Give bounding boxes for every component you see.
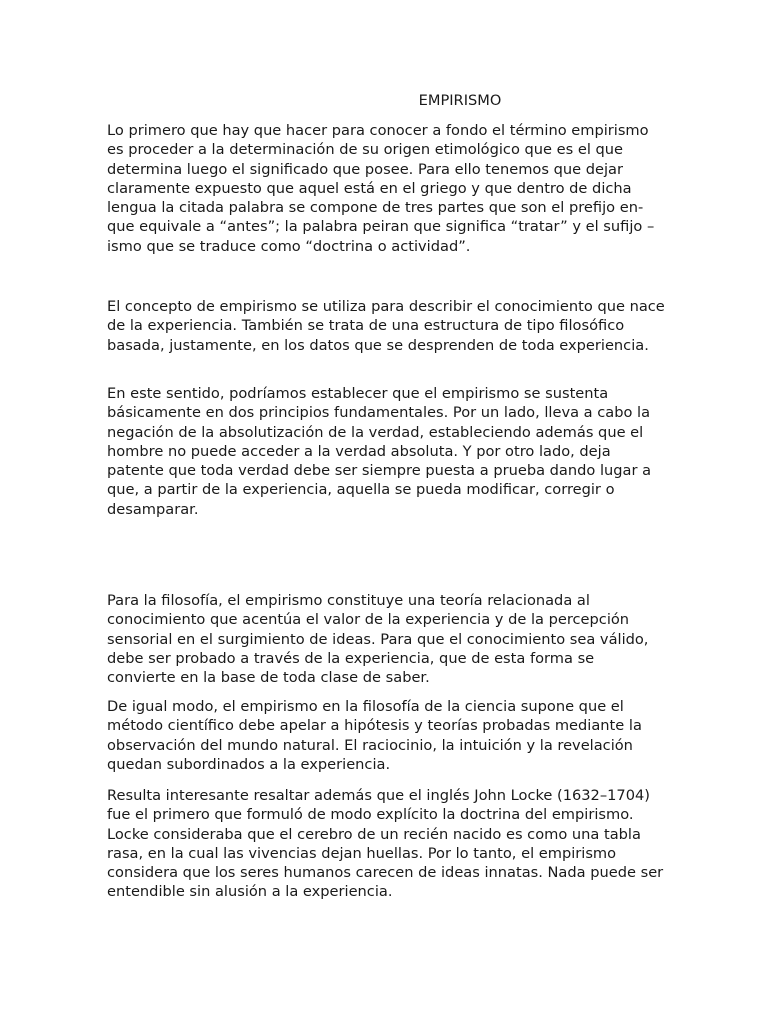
paragraph-concept: El concepto de empirismo se utiliza para describir el conocimiento que nace de la experiencia. También se trata de una estructura de tipo filosófico basada, justamente, en los datos que se desprenden de toda experiencia. xyxy=(107,298,665,354)
paragraph-locke: Resulta interesante resaltar además que el inglés John Locke (1632–1704) fue el primero que formuló de modo explícito la doctrina del empirismo. Locke consideraba que el cerebro de un recién nacido es como una tabla rasa, en la cual las vivencias dejan huellas. Por lo tanto, el empirismo considera que los seres humanos carecen de ideas innatas. Nada puede ser entendible sin alusión a la experiencia. xyxy=(107,787,664,901)
paragraph-philosophy: Para la filosofía, el empirismo constituye una teoría relacionada al conocimiento que acentúa el valor de la experiencia y de la percepción sensorial en el surgimiento de ideas. Para que el conocimiento sea válido, debe ser probado a través de la experiencia, que de esta forma se convierte en la base de toda clase de saber. xyxy=(107,592,649,687)
paragraph-science: De igual modo, el empirismo en la filosofía de la ciencia supone que el método científico debe apelar a hipótesis y teorías probadas mediante la observación del mundo natural. El raciocinio, la intuición y la revelación quedan subordinados a la experiencia. xyxy=(107,698,642,773)
paragraph-principles: En este sentido, podríamos establecer que el empirismo se sustenta básicamente en dos principios fundamentales. Por un lado, lleva a cabo la negación de la absolutización de la verdad, estableciendo además que el hombre no puede acceder a la verdad absoluta. Y por otro lado, deja patente que toda verdad debe ser siempre puesta a prueba dando lugar a que, a partir de la experiencia, aquella se pueda modificar, corregir o desamparar. xyxy=(107,385,652,518)
paragraph-etymology: Lo primero que hay que hacer para conocer a fondo el término empirismo es proceder a la determinación de su origen etimológico que es el que determina luego el significado que posee. Para ello tenemos que dejar claramente expuesto que aquel está en el griego y que dentro de dicha lengua la citada palabra se compone de tres partes que son el prefijo en- que equivale a “antes”; la palabra peiran que significa “tratar” y el sufijo –ismo que se traduce como “doctrina o actividad”. xyxy=(107,122,655,255)
document-title: EMPIRISMO xyxy=(418,92,502,109)
